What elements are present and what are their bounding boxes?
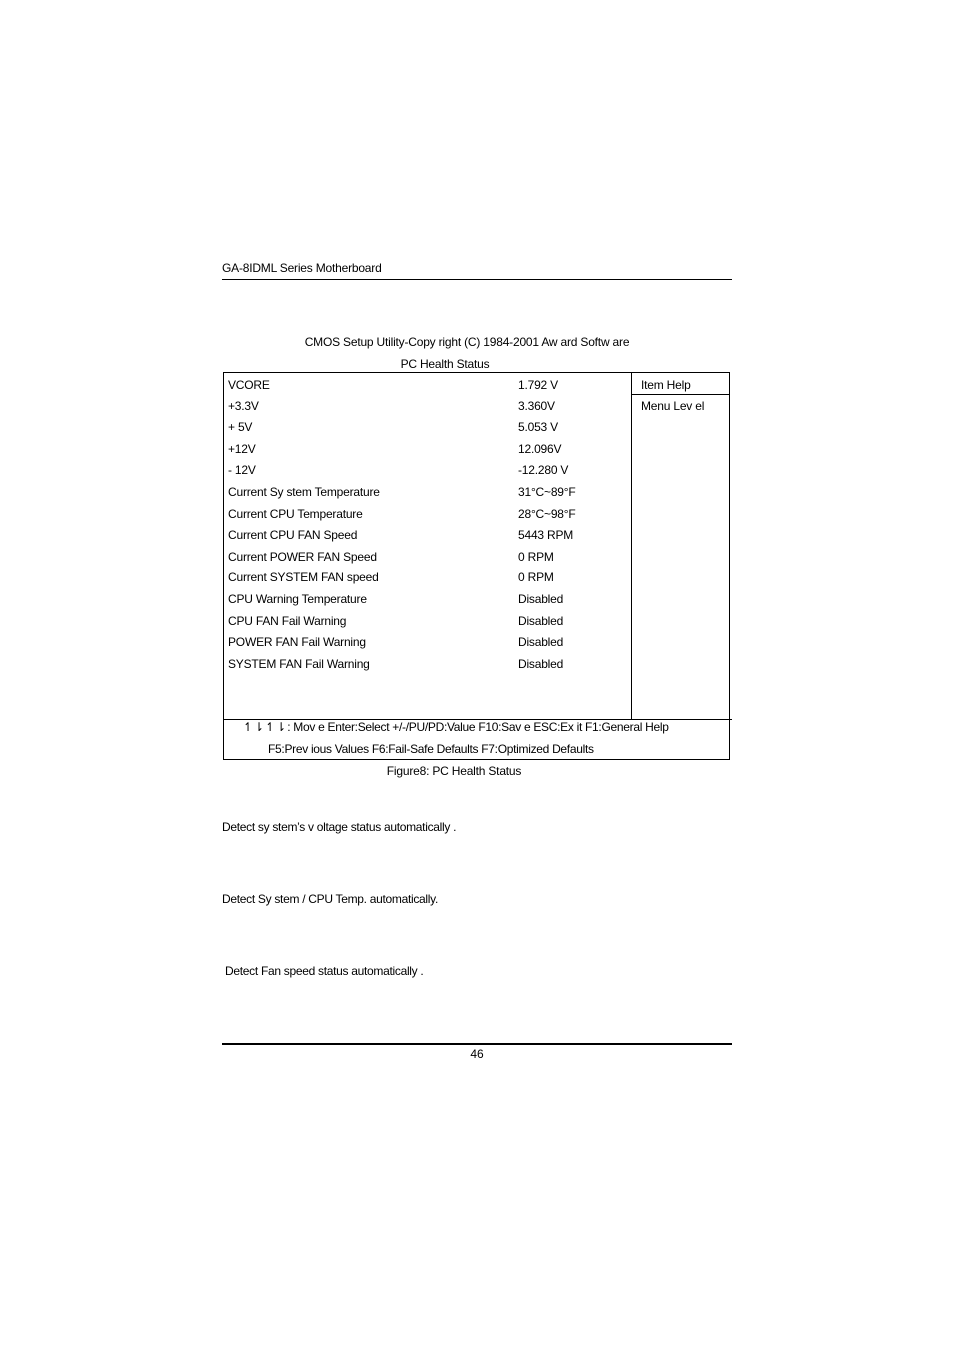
item-help-title: Item Help	[641, 378, 691, 392]
menu-level-label: Menu Lev el	[641, 399, 705, 413]
arrow-keys-icon: ↿⇂↿⇂	[243, 720, 288, 734]
footer-rule	[222, 1043, 732, 1045]
setting-label-neg-12v[interactable]: - 12V	[228, 463, 256, 477]
paragraph-fan-speed: Detect Fan speed status automatically .	[222, 964, 424, 978]
setting-value-cpu-warning-temp[interactable]: Disabled	[518, 592, 564, 606]
setting-value-power-fan-speed: 0 RPM	[518, 550, 554, 564]
setting-label-cpu-temp[interactable]: Current CPU Temperature	[228, 507, 363, 521]
help-panel-divider	[631, 372, 632, 719]
setting-label-cpu-fan-fail[interactable]: CPU FAN Fail Warning	[228, 614, 347, 628]
bios-title: CMOS Setup Utility-Copy right (C) 1984-2001 Aw ard Softw are	[304, 335, 630, 349]
setting-value-12v: 12.096V	[518, 442, 562, 456]
setting-label-system-fan-fail[interactable]: SYSTEM FAN Fail Warning	[228, 657, 370, 671]
setting-value-3v3: 3.360V	[518, 399, 555, 413]
page-header-title: GA-8IDML Series Motherboard	[222, 261, 382, 275]
paragraph-voltage: Detect sy stem’s v oltage status automatically .	[222, 820, 457, 834]
setting-label-system-fan-speed[interactable]: Current SYSTEM FAN speed	[228, 570, 379, 584]
setting-label-power-fan-speed[interactable]: Current POWER FAN Speed	[228, 550, 377, 564]
setting-value-cpu-fan-speed: 5443 RPM	[518, 528, 574, 542]
setting-label-cpu-warning-temp[interactable]: CPU Warning Temperature	[228, 592, 367, 606]
bios-subtitle: PC Health Status	[400, 357, 490, 371]
bios-screen-frame	[223, 372, 730, 760]
setting-label-vcore[interactable]: VCORE	[228, 378, 270, 392]
help-title-divider	[631, 394, 730, 395]
setting-label-5v[interactable]: + 5V	[228, 420, 253, 434]
setting-value-power-fan-fail[interactable]: Disabled	[518, 635, 564, 649]
setting-value-system-fan-speed: 0 RPM	[518, 570, 554, 584]
footer-key-help-line-2: F5:Prev ious Values F6:Fail-Safe Defaults F7:Optimized Defaults	[268, 742, 594, 756]
setting-label-system-temp[interactable]: Current Sy stem Temperature	[228, 485, 380, 499]
paragraph-temperature: Detect Sy stem / CPU Temp. automatically.	[222, 892, 438, 906]
setting-value-5v: 5.053 V	[518, 420, 558, 434]
setting-value-vcore: 1.792 V	[518, 378, 558, 392]
footer-key-help-line-1	[243, 720, 669, 734]
setting-value-neg-12v: -12.280 V	[518, 463, 569, 477]
setting-value-system-temp: 31°C~89°F	[518, 485, 576, 499]
setting-value-cpu-fan-fail[interactable]: Disabled	[518, 614, 564, 628]
setting-value-system-fan-fail[interactable]: Disabled	[518, 657, 564, 671]
setting-value-cpu-temp: 28°C~98°F	[518, 507, 576, 521]
setting-label-cpu-fan-speed[interactable]: Current CPU FAN Speed	[228, 528, 358, 542]
setting-label-12v[interactable]: +12V	[228, 442, 256, 456]
setting-label-power-fan-fail[interactable]: POWER FAN Fail Warning	[228, 635, 366, 649]
header-rule	[222, 279, 732, 280]
page-number: 46	[470, 1047, 484, 1061]
setting-label-3v3[interactable]: +3.3V	[228, 399, 259, 413]
footer-key-help-text-1: : Mov e Enter:Select +/-/PU/PD:Value F10:Sav e ESC:Ex it F1:General Help	[287, 720, 669, 734]
figure-caption: Figure8: PC Health Status	[386, 764, 522, 778]
